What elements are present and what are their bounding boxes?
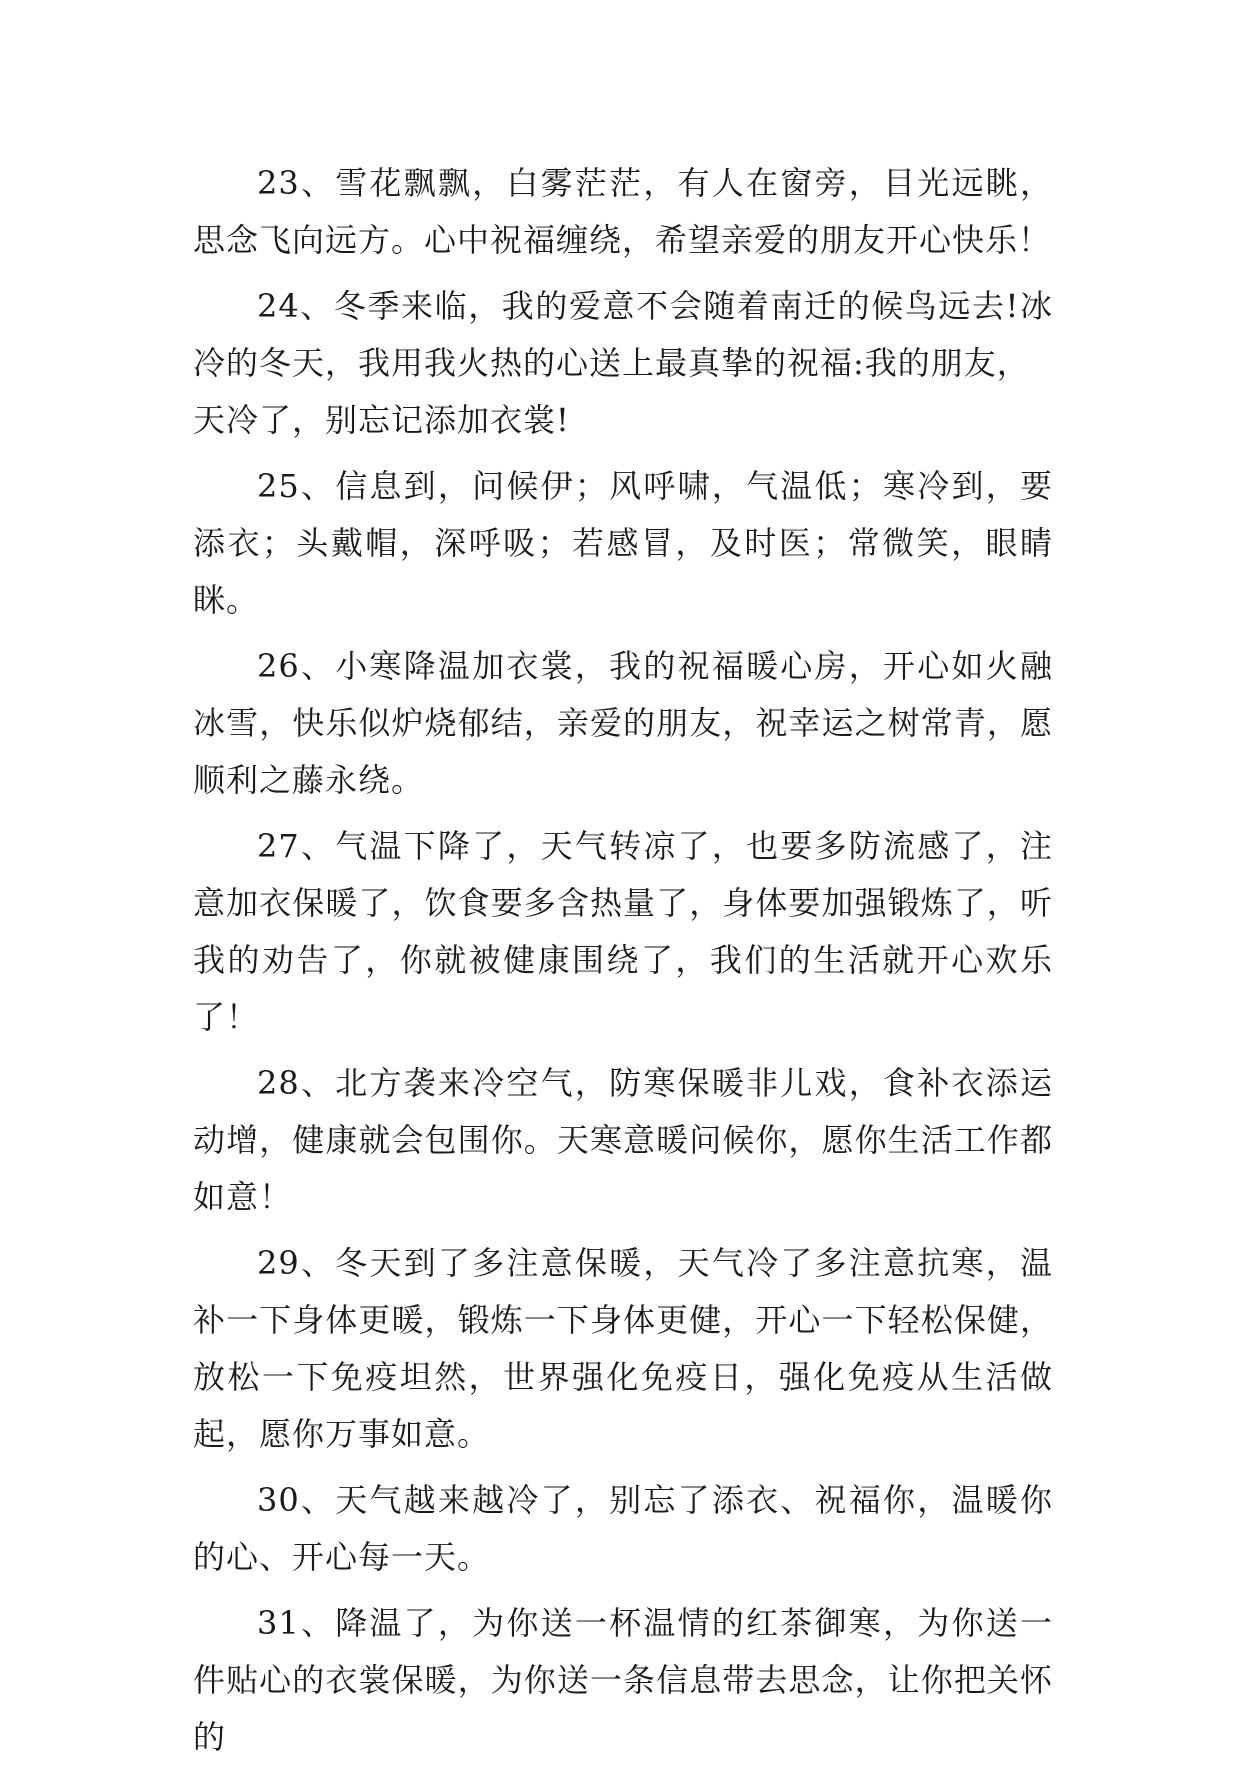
paragraph-28: 28、北方袭来冷空气，防寒保暖非儿戏，食补衣添运动增，健康就会包围你。天寒意暖问候你，愿你生活工作都如意！	[193, 1064, 1053, 1216]
paragraph-25: 25、信息到，问候伊；风呼啸，气温低；寒冷到，要添衣；头戴帽，深呼吸；若感冒，及时医；常微笑，眼睛眯。	[193, 467, 1053, 619]
paragraph-27: 27、气温下降了，天气转凉了，也要多防流感了，注意加衣保暖了，饮食要多含热量了，身体要加强锻炼了，听我的劝告了，你就被健康围绕了，我们的生活就开心欢乐了！	[193, 827, 1053, 1036]
paragraph-29: 29、冬天到了多注意保暖，天气冷了多注意抗寒，温补一下身体更暖，锻炼一下身体更健，开心一下轻松保健，放松一下免疫坦然，世界强化免疫日，强化免疫从生活做起，愿你万事如意。	[193, 1244, 1053, 1453]
paragraph-26: 26、小寒降温加衣裳，我的祝福暖心房，开心如火融冰雪，快乐似炉烧郁结，亲爱的朋友，祝幸运之树常青，愿顺利之藤永绕。	[193, 647, 1053, 799]
document-body	[193, 155, 1053, 1775]
paragraph-23: 23、雪花飘飘，白雾茫茫，有人在窗旁，目光远眺，思念飞向远方。心中祝福缠绕，希望亲爱的朋友开心快乐！	[193, 164, 1053, 259]
paragraph-30: 30、天气越来越冷了，别忘了添衣、祝福你，温暖你的心、开心每一天。	[193, 1481, 1053, 1576]
paragraph-24: 24、冬季来临，我的爱意不会随着南迁的候鸟远去!冰冷的冬天，我用我火热的心送上最真挚的祝福:我的朋友， 天冷了，别忘记添加衣裳!	[193, 287, 1053, 439]
paragraph-31: 31、降温了，为你送一杯温情的红茶御寒，为你送一件贴心的衣裳保暖，为你送一条信息带去思念，让你把关怀的	[193, 1604, 1053, 1756]
